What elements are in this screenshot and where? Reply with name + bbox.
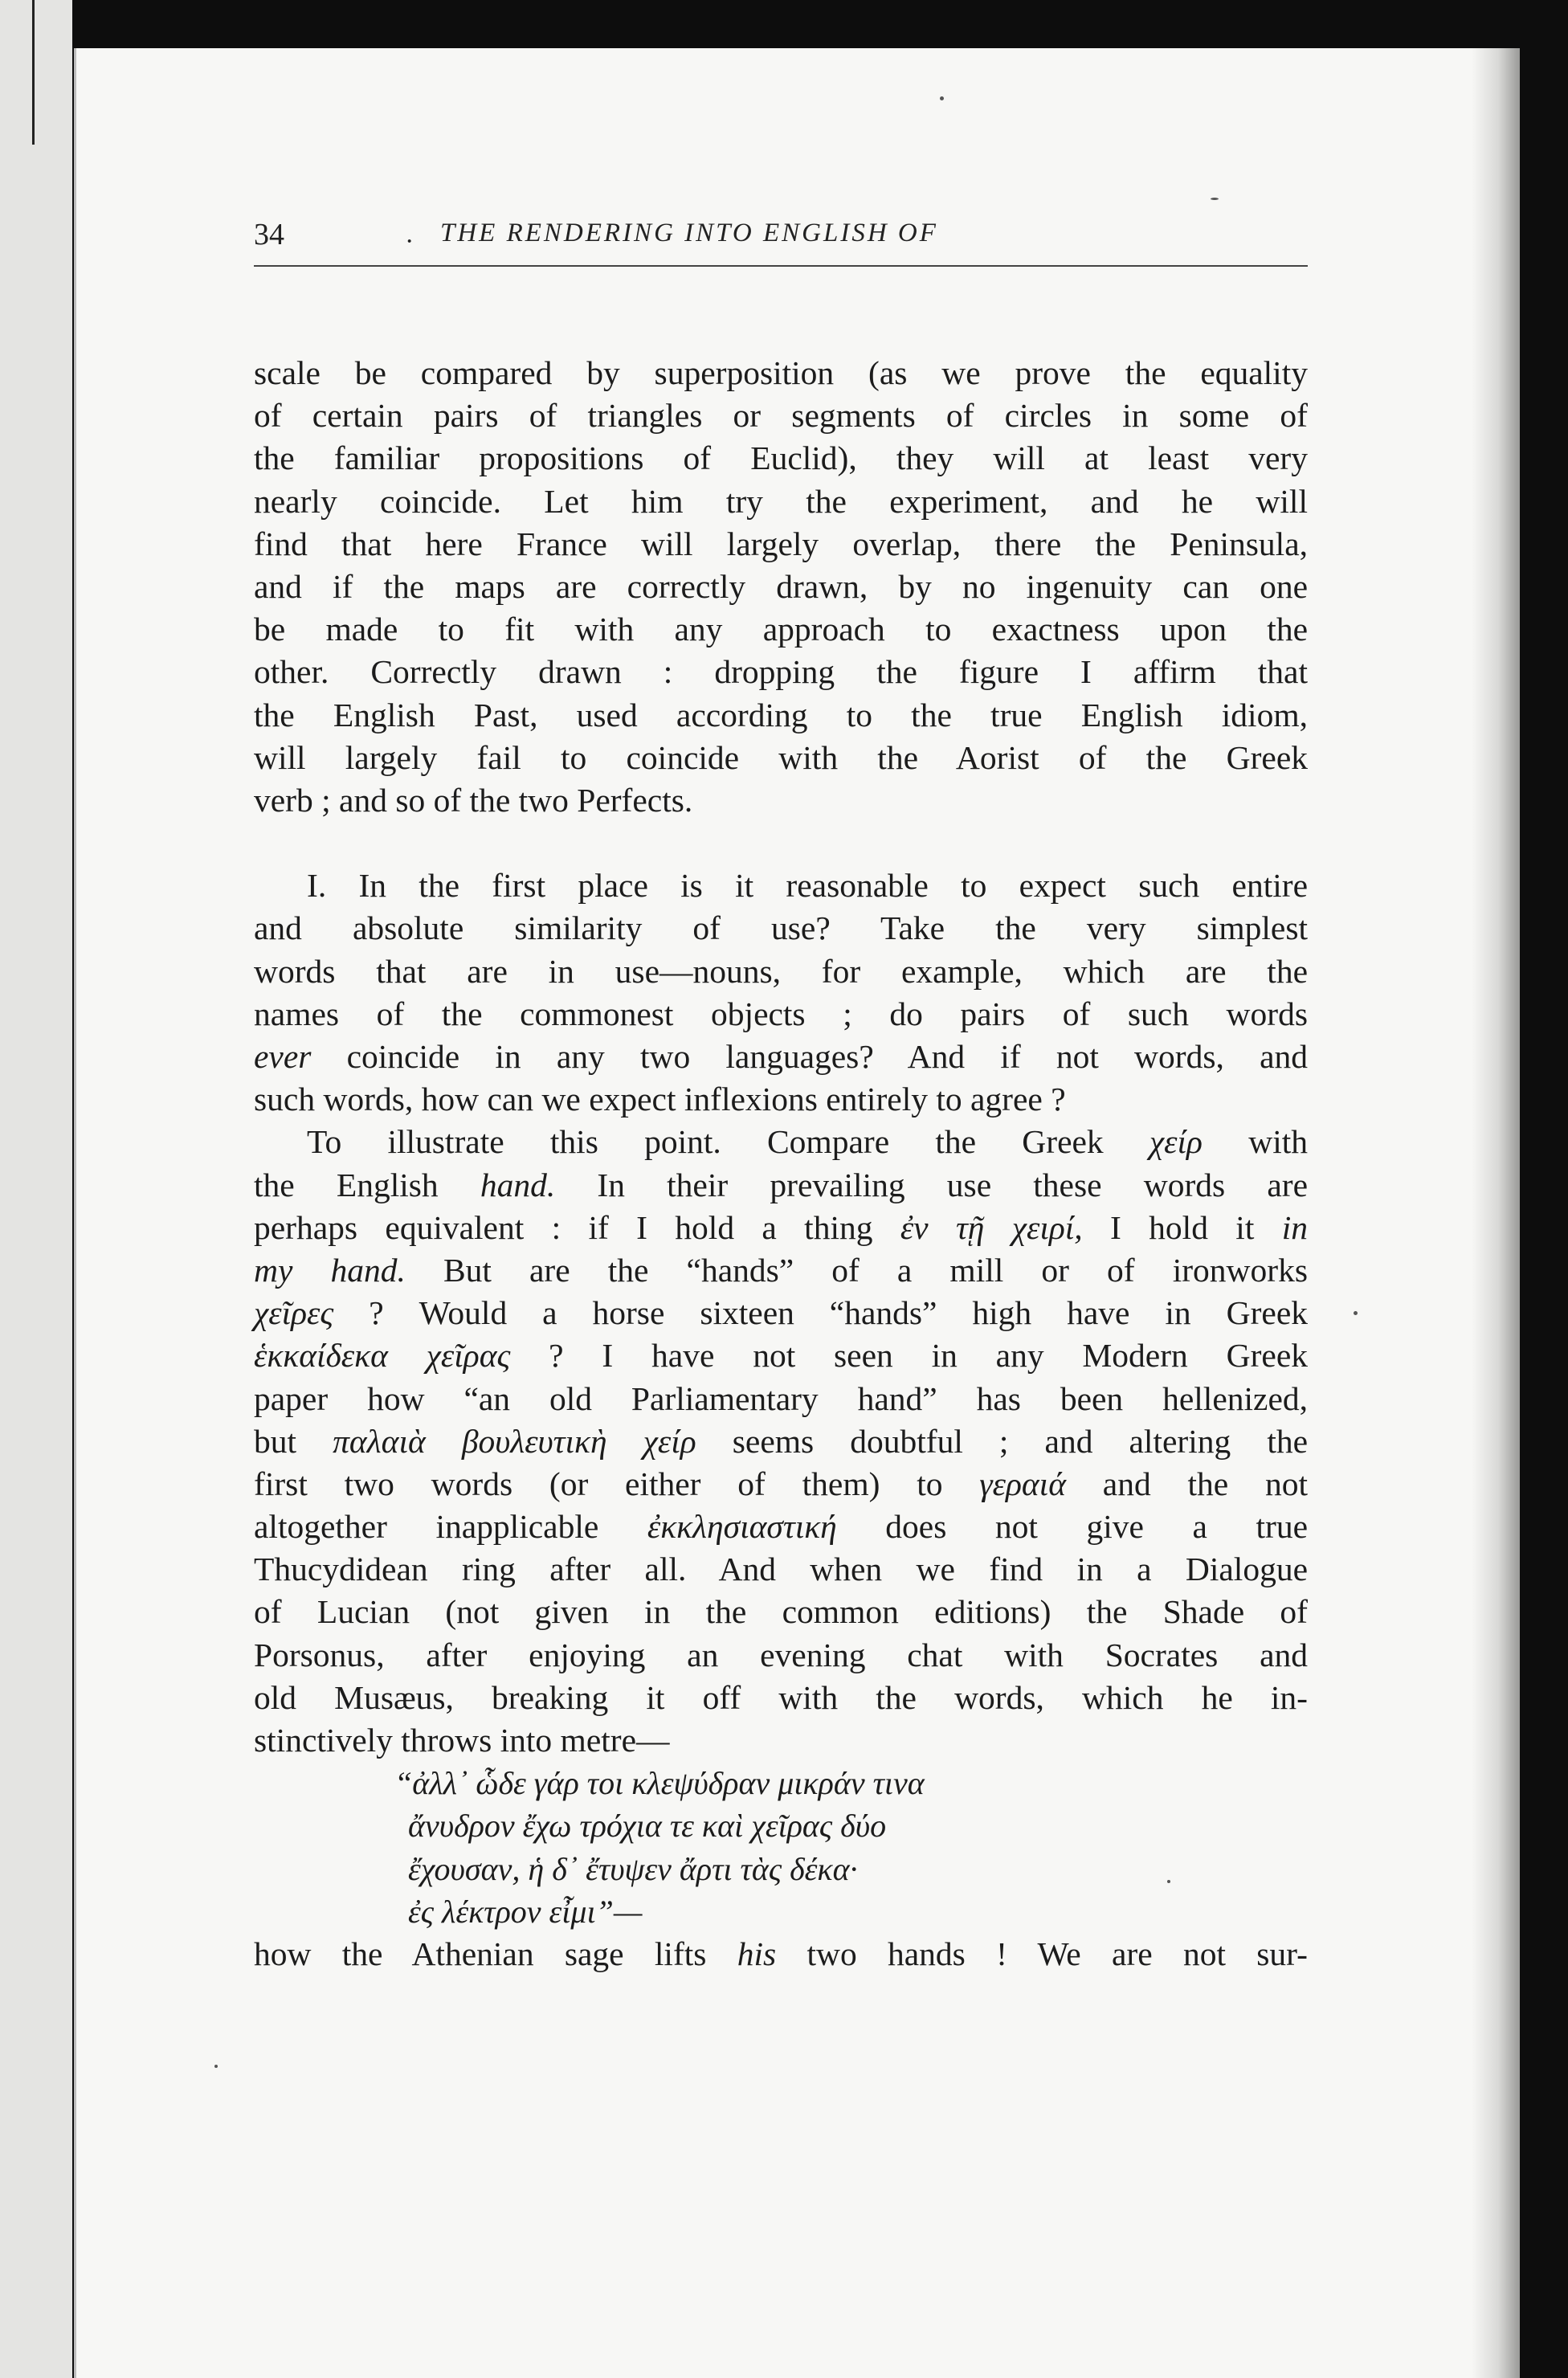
ink-speck [214,2065,218,2068]
text-run: but [254,1422,333,1460]
italic-word: my hand. [254,1251,406,1289]
text-line: Thucydidean ring after all. And when we find in a Dialogue [254,1551,1308,1588]
text-run: perhaps equivalent : if I hold a thing [254,1208,900,1246]
text-line [254,1121,1308,1163]
greek-word: χεῖρες [254,1294,334,1332]
italic-word: hand. [480,1166,556,1203]
greek-verse-line: ἐς λέκτρον εἶμι”— [408,1893,643,1930]
greek-verse-line: ἄνυδρον ἔχω τρόχια τε καὶ χεῖρας δύο [408,1808,887,1845]
text-line [254,1334,1308,1377]
text-line [254,1292,1308,1334]
text-line [254,1164,1308,1207]
text-line: the familiar propositions of Euclid), they will at least very [254,439,1308,477]
text-run: two hands ! We are not sur- [776,1935,1308,1972]
greek-word: ἐκκλησιαστική [647,1508,837,1546]
text-run: and the not [1066,1465,1308,1502]
italic-word: in [1281,1208,1308,1246]
text-run: with [1202,1123,1309,1161]
ink-speck [940,96,944,100]
text-line: scale be compared by superposition (as we prove the equality [254,354,1308,391]
text-line [254,1207,1308,1249]
text-run: But are the “hands” of a mill or of ironworks [405,1251,1308,1289]
text-line: be made to fit with any approach to exactness upon the [254,611,1308,648]
text-line: stinctively throws into metre— [254,1722,670,1759]
text-line [254,1506,1308,1548]
greek-verse-line: ἔχουσαν, ἡ δ᾽ ἔτυψεν ἄρτι τὰς δέκα· [408,1850,858,1887]
page-number: 34 [254,218,284,251]
text-line: old Musæus, breaking it off with the words, which he in- [254,1678,1308,1716]
text-run: coincide in any two languages? And if not words, and [311,1038,1308,1075]
header-separator: · [405,227,414,256]
text-line [254,1249,1308,1292]
text-run: does not give a true [836,1508,1309,1546]
text-line [254,1933,1308,1976]
scan-edge-line [32,0,35,145]
text-line: I. In the first place is it reasonable to expect such entire [307,867,1308,905]
text-line: and if the maps are correctly drawn, by no ingenuity can one [254,567,1308,605]
text-line: find that here France will largely overlap, there the Peninsula, [254,525,1308,562]
ink-speck [1354,1311,1358,1315]
scan-edge [0,0,72,2378]
text-line [254,1036,1308,1078]
text-run: seems doubtful ; and altering the [696,1422,1309,1460]
greek-verse-line: “ἀλλ᾽ ὧδε γάρ τοι κλεψύδραν μικράν τινα [394,1765,925,1802]
ink-speck [1211,198,1219,200]
text-run: In their prevailing use these words are [555,1166,1308,1203]
italic-word: his [737,1935,777,1972]
text-line: paper how “an old Parliamentary hand” has been hellenized, [254,1379,1308,1417]
greek-word: χείρ [1149,1123,1203,1161]
text-line: nearly coincide. Let him try the experiment, and he will [254,482,1308,520]
greek-phrase: ἐν τῇ χειρί, [900,1208,1083,1246]
greek-phrase: ἑκκαίδεκα χεῖρας [254,1337,511,1375]
text-run: altogether inapplicable [254,1508,647,1546]
text-run: ? Would a horse sixteen “hands” high have in Greek [333,1294,1308,1332]
italic-word: ever [254,1038,312,1075]
text-line: Porsonus, after enjoying an evening chat with Socrates and [254,1636,1308,1673]
text-line: names of the commonest objects ; do pairs of such words [254,995,1308,1032]
greek-word: γεραιά [979,1465,1066,1502]
text-run: first two words (or either of them) to [254,1465,980,1502]
text-line: verb ; and so of the two Perfects. [254,781,693,819]
text-run: I hold it [1082,1208,1282,1246]
text-line: words that are in use—nouns, for example, which are the [254,952,1308,990]
text-run: the English [254,1166,480,1203]
page-binding-shadow [1472,48,1520,2378]
running-head [254,217,1308,267]
text-line: other. Correctly drawn : dropping the figure I affirm that [254,653,1308,691]
text-line: of certain pairs of triangles or segments of circles in some of [254,397,1308,435]
text-line: such words, how can we expect inflexions entirely to agree ? [254,1081,1066,1118]
greek-phrase: παλαιὰ βουλευτικὴ χείρ [333,1422,696,1460]
paragraph-gap [254,822,1308,864]
text-line: of Lucian (not given in the common editions) the Shade of [254,1593,1308,1631]
text-run: ? I have not seen in any Modern Greek [510,1337,1308,1375]
text-line: the English Past, used according to the true English idiom, [254,696,1308,733]
running-head-title: THE RENDERING INTO ENGLISH OF [440,219,938,247]
text-line: and absolute similarity of use? Take the very simplest [254,909,1308,947]
text-run: how the Athenian sage lifts [254,1935,737,1972]
text-line: will largely fail to coincide with the Aorist of the Greek [254,738,1308,776]
text-line [254,1420,1308,1463]
page-body [254,352,1308,1976]
text-line [254,1463,1308,1506]
text-run: To illustrate this point. Compare the Greek [307,1123,1149,1161]
